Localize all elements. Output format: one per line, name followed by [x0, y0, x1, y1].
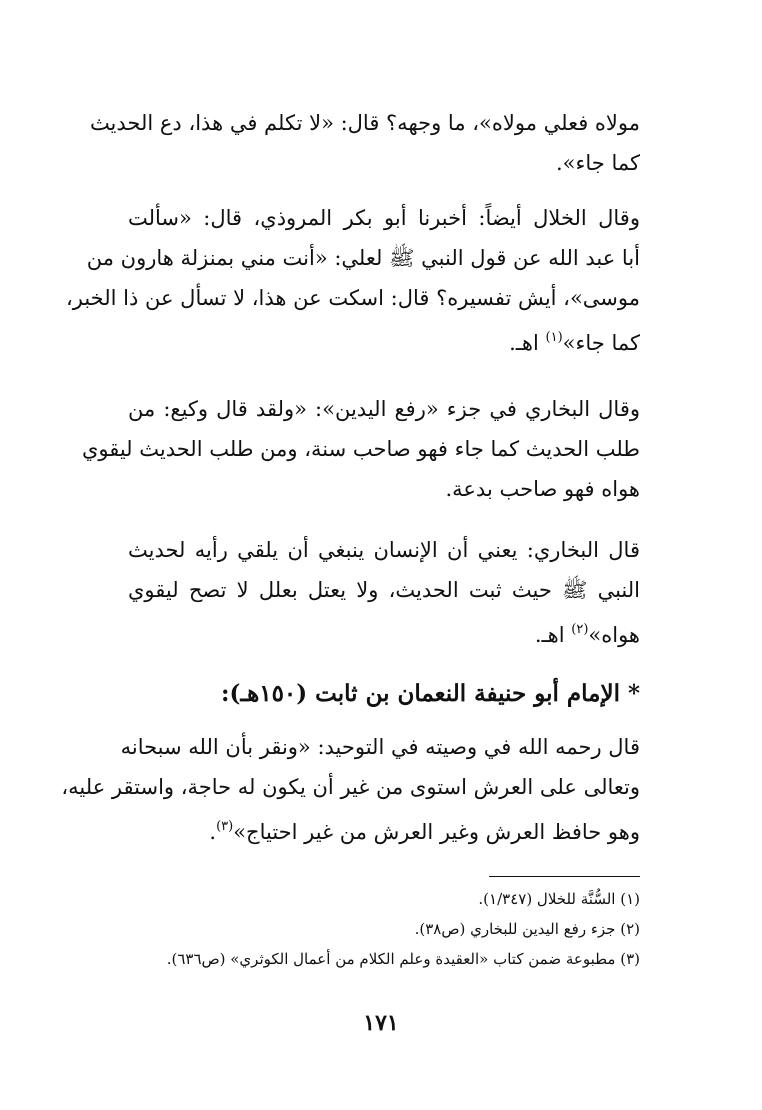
text-line	[128, 610, 640, 650]
line-tail: اهـ.	[534, 623, 572, 647]
text-line: كما جاء».	[556, 151, 640, 175]
footnote-separator	[489, 876, 640, 877]
section-heading: * الإمام أبو حنيفة النعمان بن ثابت (١٥٠هـ):	[220, 680, 640, 707]
text-line: طلب الحديث كما جاء فهو صاحب سنة، ومن طلب الحديث ليقوي	[81, 437, 640, 461]
line-text: كما جاء»	[562, 331, 640, 355]
text-line: موسى»، أيش تفسيره؟ قال: اسكت عن هذا، لا تسأل عن ذا الخبر،	[65, 286, 640, 310]
footnote-ref-2[interactable]: (٢)	[571, 622, 589, 637]
paragraph-3	[81, 389, 640, 509]
text-line	[128, 807, 640, 847]
text-line: وتعالى على العرش استوى من غير أن يكون له حاجة، واستقر عليه،	[61, 775, 640, 799]
paragraph-4	[128, 530, 640, 650]
paragraph-1	[89, 103, 640, 183]
footnote-3: (٣) مطبوعة ضمن كتاب «العقيدة وعلم الكلام من أعمال الكوثري» (ص٦٣٦).	[166, 950, 640, 968]
text-line: مولاه فعلي مولاه»، ما وجهه؟ قال: «لا تكلم في هذا، دع الحديث	[89, 111, 640, 135]
line-text: هواه»	[588, 623, 640, 647]
line-tail: اهـ.	[509, 331, 546, 355]
paragraph-2	[65, 198, 640, 358]
line-text: وهو حافظ العرش وغير العرش من غير احتياج»	[233, 820, 640, 844]
footnote-ref-1[interactable]: (١)	[545, 330, 563, 345]
text-line: قال رحمه الله في وصيته في التوحيد: «ونقر بأن الله سبحانه	[120, 735, 640, 759]
text-line: وقال الخلال أيضاً: أخبرنا أبو بكر المروذي، قال: «سألت	[128, 206, 640, 230]
paragraph-5	[61, 727, 640, 847]
footnote-2: (٢) جزء رفع اليدين للبخاري (ص٣٨).	[414, 920, 640, 938]
text-line: قال البخاري: يعني أن الإنسان ينبغي أن يلقي رأيه لحديث	[128, 538, 640, 562]
text-line	[128, 318, 640, 358]
footnotes	[128, 884, 640, 974]
page-number: ١٧١	[363, 1010, 399, 1036]
text-line: أبا عبد الله عن قول النبي ﷺ لعلي: «أنت مني بمنزلة هارون من	[86, 246, 640, 270]
footnote-ref-3[interactable]: (٣)	[216, 819, 234, 834]
text-line: وقال البخاري في جزء «رفع اليدين»: «ولقد قال وكيع: من	[128, 397, 640, 421]
text-line: النبي ﷺ حيث ثبت الحديث، ولا يعتل بعلل لا تصح ليقوي	[128, 578, 640, 602]
footnote-1: (١) السُّنَّة للخلال (١/٣٤٧).	[478, 890, 640, 908]
text-line: هواه فهو صاحب بدعة.	[445, 477, 640, 501]
line-tail: .	[209, 820, 217, 844]
